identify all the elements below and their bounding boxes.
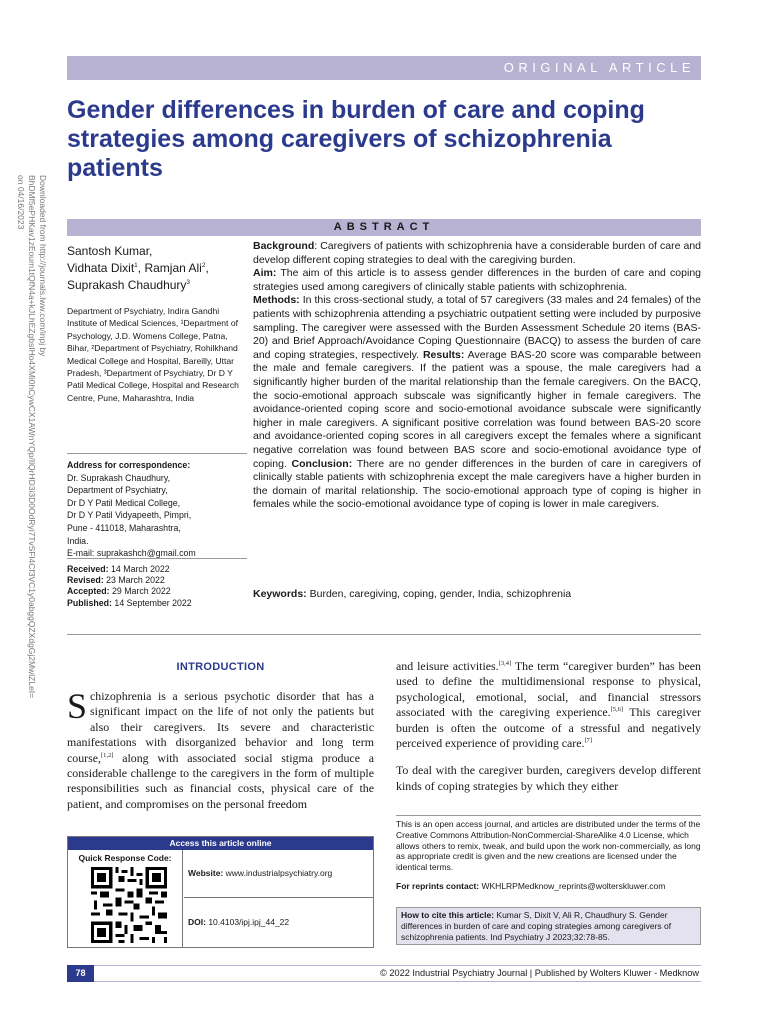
citation-ref[interactable]: [7] bbox=[584, 737, 593, 745]
footer-copyright: © 2022 Industrial Psychiatry Journal | Published by Wolters Kluwer - Medknow bbox=[380, 968, 699, 978]
download-watermark bbox=[16, 175, 50, 699]
qr-cell bbox=[68, 850, 183, 947]
correspondence-block bbox=[67, 459, 247, 560]
correspondence-line: Pune - 411018, Maharashtra, bbox=[67, 522, 181, 533]
abstract-background: : Caregivers of patients with schizophrenia have a considerable burden of care and develop different coping strategies to deal with the caregiving burden. bbox=[253, 240, 701, 266]
intro-paragraph: To deal with the caregiver burden, caregivers develop different kinds of coping strategies by which they either bbox=[396, 763, 701, 793]
author-line bbox=[67, 260, 242, 277]
citation-ref[interactable]: [5,6] bbox=[610, 706, 624, 714]
divider bbox=[67, 558, 247, 559]
affiliation-marker: 2 bbox=[201, 262, 206, 269]
access-box-header: Access this article online bbox=[68, 837, 373, 850]
correspondence-line: Dr. Suprakash Chaudhury, bbox=[67, 472, 171, 483]
page-footer bbox=[67, 965, 701, 982]
abstract-body bbox=[253, 240, 701, 512]
keywords-label: Keywords: bbox=[253, 588, 307, 600]
intro-paragraph bbox=[396, 659, 701, 751]
article-title: Gender differences in burden of care and coping strategies among caregivers of schizophrenia patients bbox=[67, 96, 645, 182]
citation-text: Kumar S, Dixit V, Ali R, Chaudhury S. Gender differences in burden of care and coping strategies among caregivers of schizophrenia patients. Ind Psychiatry J 2023;32:78-85. bbox=[401, 910, 672, 942]
author-separator: , bbox=[205, 261, 209, 275]
article-dates bbox=[67, 564, 247, 609]
abstract-methods: In this cross-sectional study, a total of 57 caregivers (33 males and 24 females) of the patients with schizophrenia attending a psychiatric outpatient setting were included by purposive sampling. The caregiver were assessed with the Burden Assessment Schedule 20 items (BAS-20) and Brief Approach/Avoidance Coping Questionnaire (BACQ) to assess the burden of care and coping strategies, respectively. bbox=[253, 294, 701, 361]
qr-code-icon[interactable] bbox=[91, 867, 167, 943]
affiliation-marker: 3 bbox=[186, 279, 191, 286]
intro-paragraph: along with associated social stigma produce a considerable challenge to the caregivers in the form of multiple responsibilities such as financial costs, physical care of the patient, and compromises on the personal freedom bbox=[67, 750, 374, 811]
intro-text: The term “caregiver burden” has been used to define the multidimensional response to physical, psychological, emotional, social, and financial stressors associated with the caregiving experience. bbox=[396, 659, 701, 720]
abstract-label: ABSTRACT bbox=[67, 219, 701, 236]
abstract-section-label: Methods: bbox=[253, 294, 300, 307]
affiliations: Department of Psychiatry, Indira Gandhi Institute of Medical Sciences, ¹Department of Psychology, J.D. Womens College, Patna, Bihar, ²Department of Psychiatry, Rohilkhand Medical College and Hospital, Bareilly, Uttar Pradesh, ³Department of Psychiatry, Dr D Y Patil Medical College, Hospital and Research Centre, Pune, Maharashtra, India bbox=[67, 306, 239, 403]
reprints-contact bbox=[396, 881, 701, 892]
article-type-banner: ORIGINAL ARTICLE bbox=[67, 56, 701, 80]
doi-link[interactable]: 10.4103/ipj.ipj_44_22 bbox=[205, 917, 290, 927]
author-list bbox=[67, 243, 242, 294]
date-label: Received: bbox=[67, 564, 109, 574]
license-text: This is an open access journal, and articles are distributed under the terms of the Creative Commons Attribution-NonCommercial-ShareAlike 4.0 License, which allows others to remix, tweak, and build upon the work non-commercially, as long as appropriate credit is given and the new creations are licensed under the identical terms. bbox=[396, 819, 701, 873]
author-line bbox=[67, 277, 242, 294]
author-name: , Ramjan Ali bbox=[137, 261, 202, 275]
drop-cap: S bbox=[67, 686, 88, 726]
reprints-email[interactable]: WKHLRPMedknow_reprints@wolterskluwer.com bbox=[479, 880, 666, 891]
author-name: Vidhata Dixit bbox=[67, 261, 135, 275]
citation-box bbox=[396, 907, 701, 945]
citation-ref[interactable]: [3,4] bbox=[498, 660, 512, 668]
keywords bbox=[253, 587, 701, 601]
access-grid bbox=[68, 850, 373, 947]
website-label: Website: bbox=[188, 868, 224, 878]
author-name: Suprakash Chaudhury bbox=[67, 278, 187, 292]
correspondence-email[interactable]: E-mail: suprakashch@gmail.com bbox=[67, 548, 196, 559]
intro-paragraph: chizophrenia is a serious psychotic disorder that has a significant impact on the life of not only the patients but also their caregivers. Its severe and characteristic manifestations with disorganized behavior and long term course, bbox=[67, 689, 374, 765]
correspondence-line: Dr D Y Patil Vidyapeeth, Pimpri, bbox=[67, 510, 192, 521]
date-published bbox=[67, 598, 247, 609]
qr-label: Quick Response Code: bbox=[78, 853, 172, 863]
license-notice bbox=[396, 815, 701, 892]
intro-text: This caregiver burden is often the outcome of a stressful and negatively perceived experience of providing care. bbox=[396, 705, 701, 751]
correspondence-line: India. bbox=[67, 535, 89, 546]
abstract-conclusion: There are no gender differences in the burden of care in caregivers of clinically stable patients with schizophrenia except the male caregivers have a higher burden in the domain of marital relationship. The socio-emotional approach type of coping is higher in females while the socio-emotional avoidance type of coping is lower in male caregivers. bbox=[253, 457, 701, 511]
keywords-text: Burden, caregiving, coping, gender, India, schizophrenia bbox=[306, 588, 572, 600]
correspondence-label: Address for correspondence: bbox=[67, 460, 191, 470]
intro-text: and leisure activities. bbox=[396, 659, 499, 673]
abstract-section-label: Results: bbox=[422, 348, 465, 361]
date-value: 14 September 2022 bbox=[114, 597, 192, 608]
correspondence-line: Department of Psychiatry, bbox=[67, 485, 168, 496]
doi-cell bbox=[184, 899, 373, 947]
citation-label: How to cite this article: bbox=[401, 910, 495, 920]
website-cell bbox=[184, 850, 373, 898]
intro-right-column bbox=[396, 659, 701, 794]
author-line bbox=[67, 243, 242, 260]
abstract-results: Average BAS-20 score was comparable between the male and female caregivers. If the patient was a spouse, the male caregivers had a significantly higher burden of the marital relationship than the female caregivers. On the BACQ, the socio-emotional approach subscale was significantly higher in female caregivers. The avoidance-oriented coping score and socio-emotional avoidance subscale were significantly higher in male caregivers. A significant positive correlation was found between BAS-20 score and avoidance-oriented coping scores in all caregivers except the females where a significant negative correlation was found between BAS score and socio-emotional avoidance type of coping. bbox=[253, 348, 702, 470]
affiliation-marker: 1 bbox=[134, 262, 138, 269]
author-name: Santosh Kumar, bbox=[67, 244, 153, 258]
access-online-box bbox=[67, 836, 374, 948]
download-watermark-text: Downloaded from http://journals.lww.com/inpj by BhDMf5ePHKav1zEoum1tQfN4a+kJLhEZgbsIHo4XMi0hCywCX1AWnYQp/IlQrHD3i3D0OdRyi7TvSFl4Cf3VC1y0abggQZXdgGj2MwlZLeI= on 04/16/2023 bbox=[16, 175, 48, 699]
introduction-heading: INTRODUCTION bbox=[176, 661, 265, 673]
abstract-aim: The aim of this article is to assess gender differences in the burden of care and coping strategies used among caregivers of clinically stable patients with schizophrenia. bbox=[253, 267, 701, 293]
abstract-section-label: Background bbox=[253, 240, 315, 252]
reprints-label: For reprints contact: bbox=[396, 880, 480, 891]
divider bbox=[67, 634, 701, 635]
page-number: 78 bbox=[67, 965, 94, 982]
intro-left-column bbox=[67, 686, 374, 812]
abstract-section-label: Conclusion: bbox=[291, 457, 353, 470]
date-received bbox=[67, 564, 247, 575]
website-link[interactable]: www.industrialpsychiatry.org bbox=[223, 868, 333, 878]
doi-label: DOI: bbox=[188, 917, 206, 927]
correspondence-line: Dr D Y Patil Medical College, bbox=[67, 497, 181, 508]
date-label: Revised: bbox=[67, 575, 104, 586]
date-value: 23 March 2022 bbox=[106, 575, 165, 586]
date-label: Accepted: bbox=[67, 586, 110, 597]
date-revised bbox=[67, 575, 247, 586]
date-label: Published: bbox=[67, 597, 112, 608]
abstract-section-label: Aim: bbox=[253, 267, 277, 280]
divider bbox=[67, 453, 247, 454]
date-value: 14 March 2022 bbox=[111, 564, 170, 574]
date-value: 29 March 2022 bbox=[111, 586, 171, 597]
citation-ref[interactable]: [1,2] bbox=[101, 751, 114, 759]
date-accepted bbox=[67, 586, 247, 597]
